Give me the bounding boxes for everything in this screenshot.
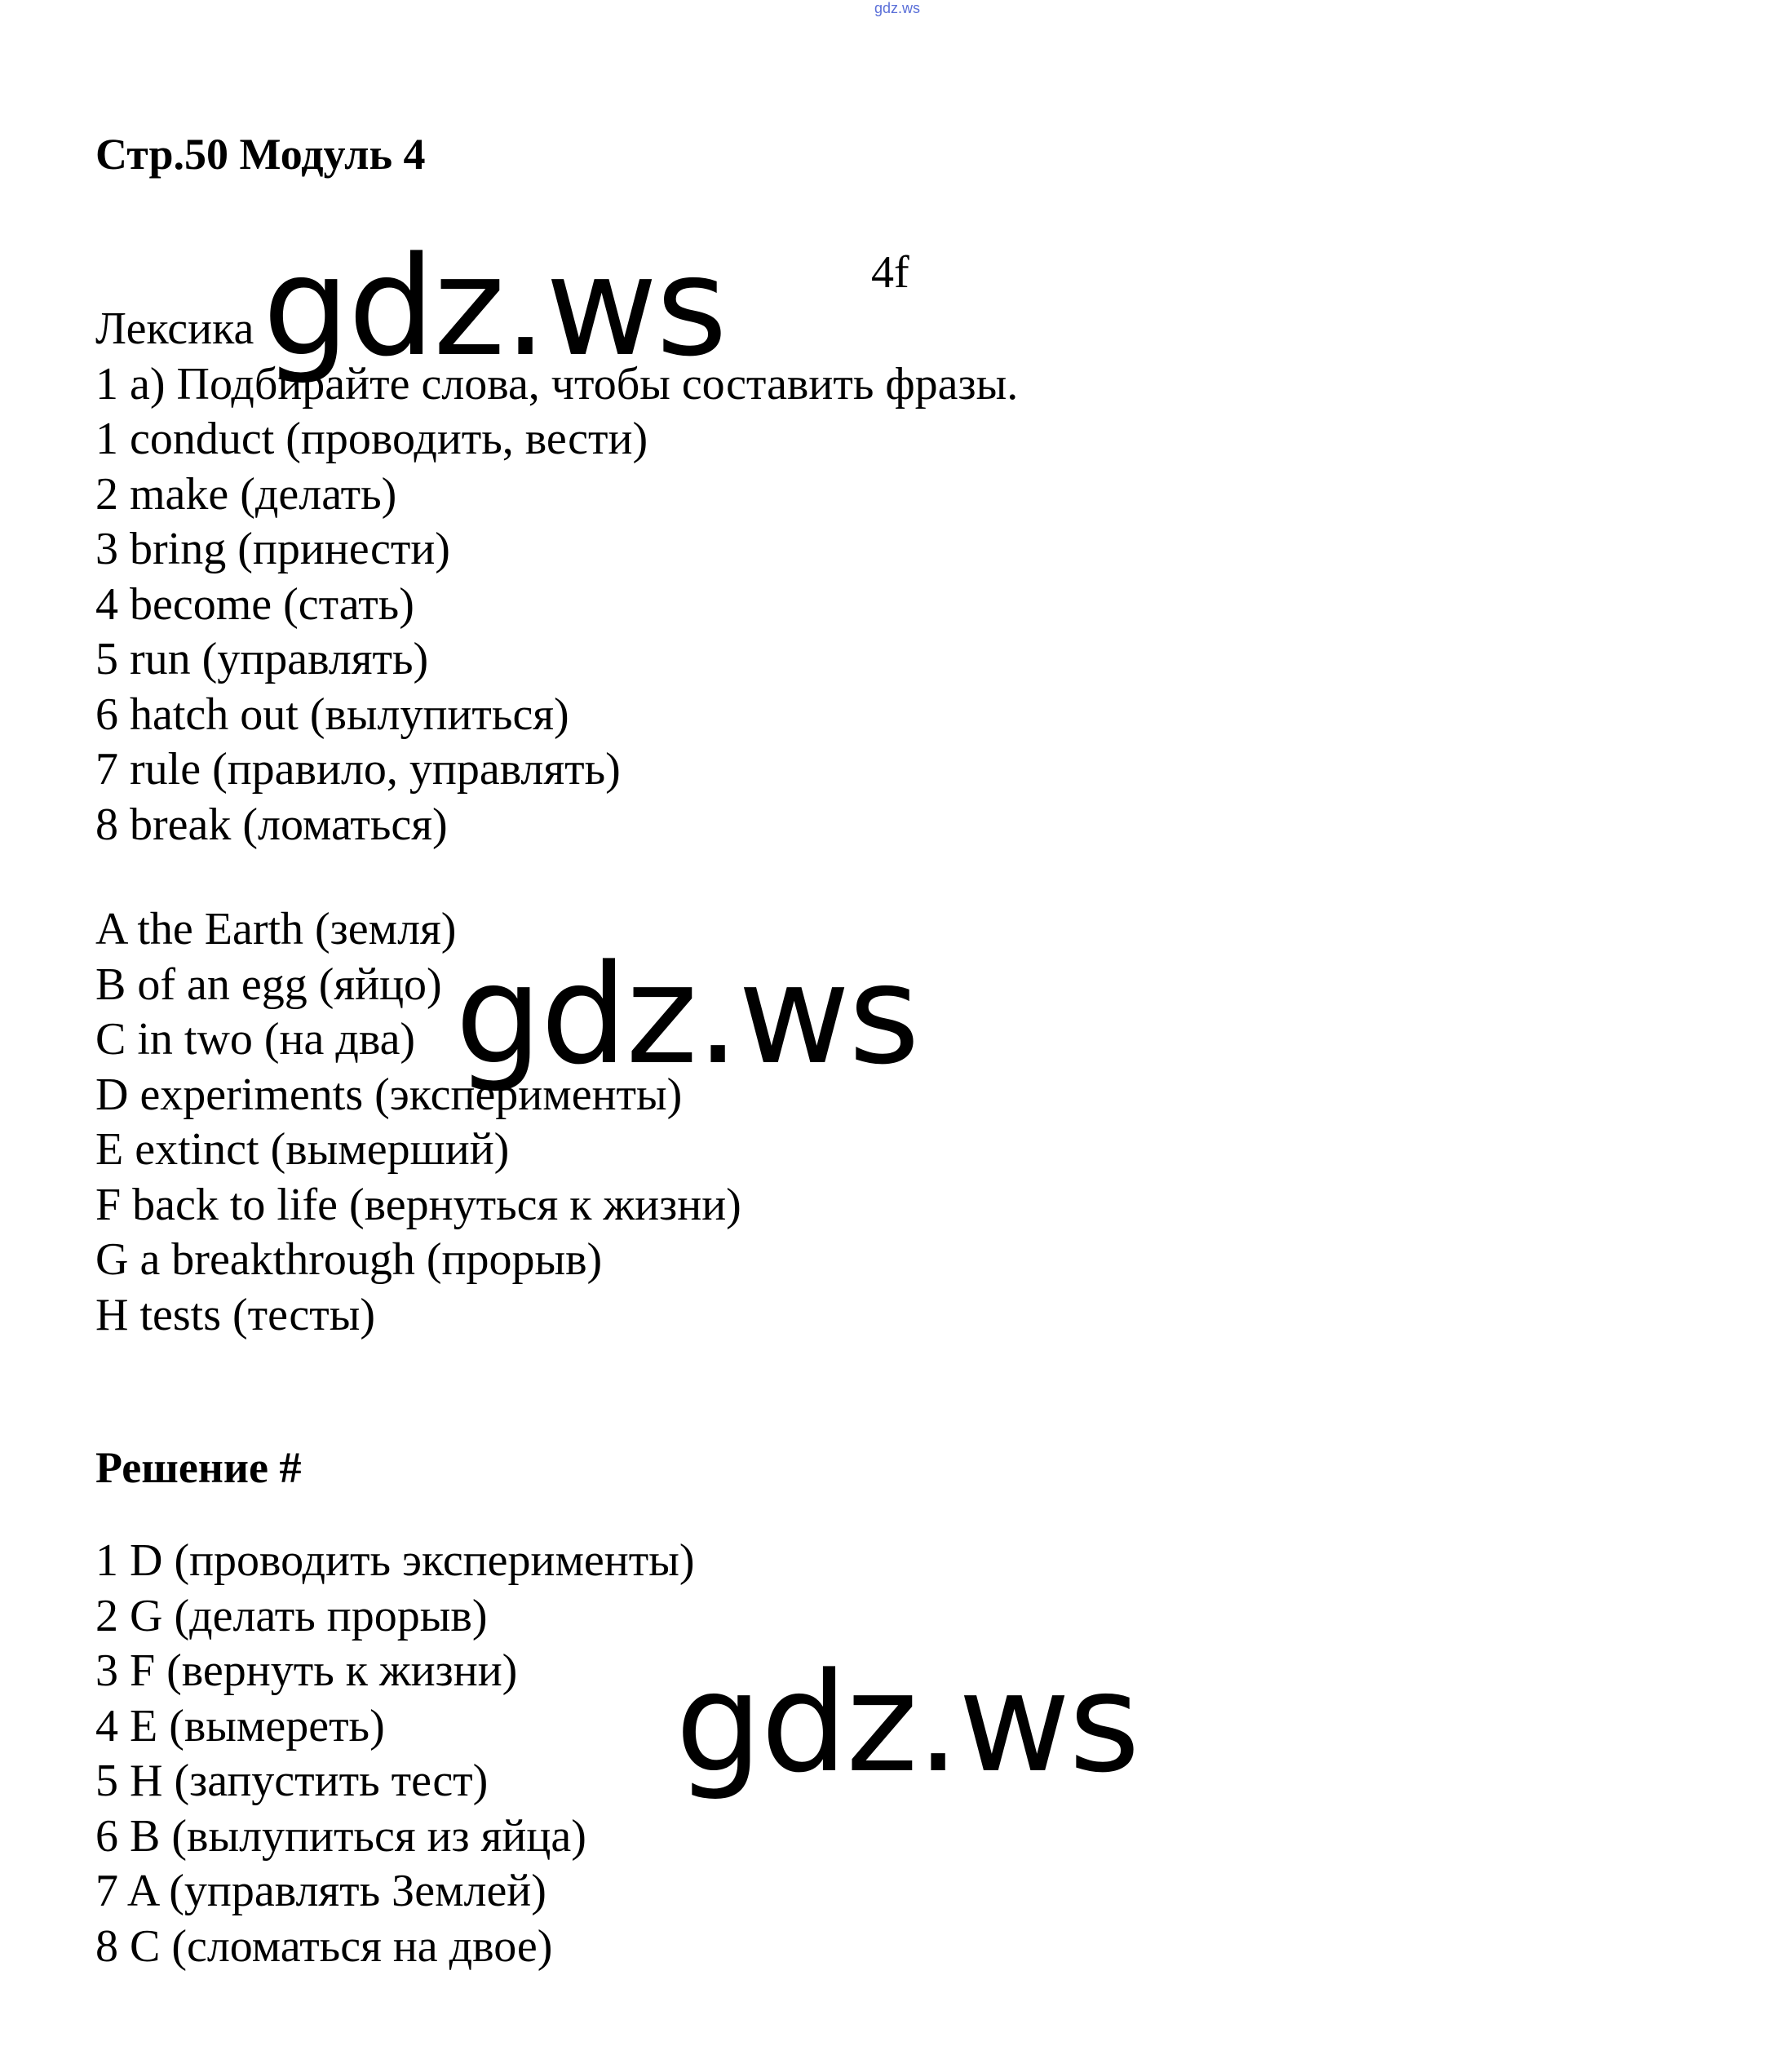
section-code: 4f bbox=[871, 247, 909, 298]
phrase-ending-item: D experiments (эксперименты) bbox=[95, 1069, 683, 1120]
watermark-logo: gdz.ws bbox=[675, 1643, 1139, 1803]
phrase-ending-item: E extinct (вымерший) bbox=[95, 1124, 510, 1175]
section-label: Лексика bbox=[95, 303, 254, 354]
exercise-instruction: 1 a) Подбирайте слова, чтобы составить фразы. bbox=[95, 358, 1019, 410]
answer-item: 8 C (сломаться на двое) bbox=[95, 1920, 553, 1972]
answer-item: 6 B (вылупиться из яйца) bbox=[95, 1810, 586, 1862]
answer-item: 5 H (запустить тест) bbox=[95, 1756, 489, 1806]
answer-item: 4 E (вымереть) bbox=[95, 1700, 385, 1751]
verb-item: 5 run (управлять) bbox=[95, 634, 429, 684]
verb-item: 7 rule (правило, управлять) bbox=[95, 744, 621, 795]
verb-item: 3 bring (принести) bbox=[95, 524, 450, 574]
phrase-ending-item: C in two (на два) bbox=[95, 1014, 416, 1065]
phrase-ending-item: B of an egg (яйцо) bbox=[95, 959, 442, 1010]
phrase-ending-item: H tests (тесты) bbox=[95, 1289, 375, 1340]
watermark-logo: gdz.ws bbox=[455, 935, 918, 1095]
answer-list bbox=[95, 1534, 694, 1974]
verb-item: 1 conduct (проводить, вести) bbox=[95, 414, 648, 464]
phrase-ending-item: A the Earth (земля) bbox=[95, 904, 457, 954]
phrase-ending-item: F back to life (вернуться к жизни) bbox=[95, 1179, 741, 1230]
verb-item: 8 break (ломаться) bbox=[95, 799, 448, 850]
verb-item: 6 hatch out (вылупиться) bbox=[95, 689, 569, 740]
verb-item: 4 become (стать) bbox=[95, 578, 414, 630]
answer-item: 7 A (управлять Землей) bbox=[95, 1866, 546, 1916]
top-watermark-link: gdz.ws bbox=[874, 0, 921, 16]
answer-item: 1 D (проводить эксперименты) bbox=[95, 1535, 695, 1586]
answer-item: 2 G (делать прорыв) bbox=[95, 1590, 488, 1641]
page-heading: Стр.50 Модуль 4 bbox=[95, 130, 426, 179]
watermark-logo: gdz.ws bbox=[263, 227, 726, 387]
verb-item: 2 make (делать) bbox=[95, 468, 397, 520]
phrase-ending-item: G a breakthrough (прорыв) bbox=[95, 1234, 603, 1285]
solution-heading: Решение # bbox=[95, 1443, 302, 1492]
answer-item: 3 F (вернуть к жизни) bbox=[95, 1645, 518, 1696]
